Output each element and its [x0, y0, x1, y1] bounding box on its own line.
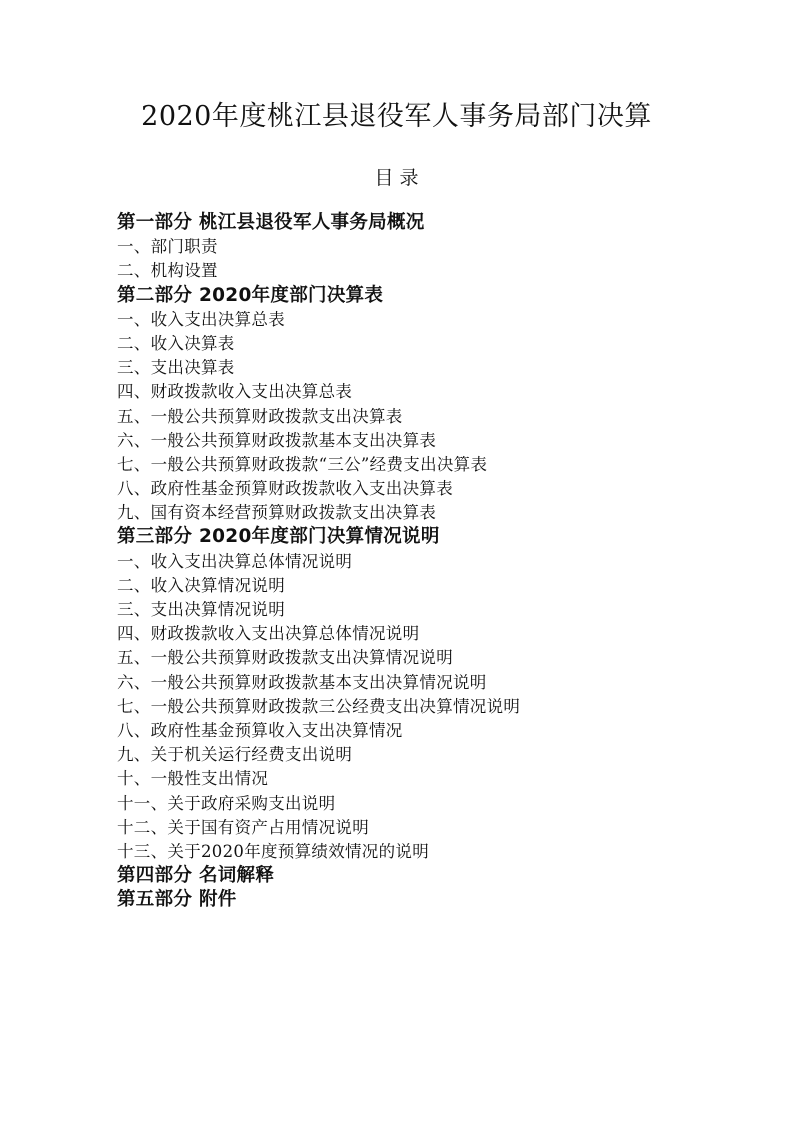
toc-item: 二、收入决算情况说明 — [117, 575, 285, 595]
toc-item: 三、支出决算情况说明 — [117, 600, 285, 619]
toc-item: 九、国有资本经营预算财政拨款支出决算表 — [117, 503, 437, 523]
toc-item: 十、一般性支出情况 — [117, 769, 269, 789]
toc-item: 四、财政拨款收入支出决算总表 — [117, 382, 353, 402]
toc-item: 三、支出决算表 — [117, 358, 235, 378]
toc-part-5-title: 第五部分 附件 — [117, 889, 237, 911]
toc-item: 五、一般公共预算财政拨款支出决算情况说明 — [117, 648, 453, 668]
toc-heading: 目 录 — [374, 167, 419, 189]
toc-part-3-title: 第三部分 2020年度部门决算情况说明 — [117, 526, 440, 548]
document-title: 2020年度桃江县退役军人事务局部门决算 — [141, 101, 652, 132]
toc-part-2-title: 第二部分 2020年度部门决算表 — [117, 284, 384, 306]
toc-item: 十二、关于国有资产占用情况说明 — [117, 817, 369, 837]
toc-item: 七、一般公共预算财政拨款“三公”经费支出决算表 — [117, 454, 488, 474]
toc-item: 一、收入支出决算总体情况说明 — [117, 551, 353, 571]
toc-item: 二、收入决算表 — [117, 333, 235, 353]
toc-item: 六、一般公共预算财政拨款基本支出决算表 — [117, 430, 437, 450]
toc-item: 十三、关于2020年度预算绩效情况的说明 — [117, 841, 429, 861]
toc-item: 一、收入支出决算总表 — [117, 309, 285, 329]
toc-item: 九、关于机关运行经费支出说明 — [117, 745, 353, 765]
toc-item: 八、政府性基金预算收入支出决算情况 — [117, 720, 403, 740]
toc-item: 十一、关于政府采购支出说明 — [117, 793, 336, 813]
toc-item: 六、一般公共预算财政拨款基本支出决算情况说明 — [117, 672, 487, 692]
table-of-contents — [117, 211, 737, 912]
toc-item: 八、政府性基金预算财政拨款收入支出决算表 — [117, 479, 453, 499]
toc-item: 四、财政拨款收入支出决算总体情况说明 — [117, 624, 420, 644]
toc-item: 七、一般公共预算财政拨款三公经费支出决算情况说明 — [117, 696, 521, 716]
toc-item: 五、一般公共预算财政拨款支出决算表 — [117, 406, 403, 426]
toc-part-1-title: 第一部分 桃江县退役军人事务局概况 — [117, 212, 425, 233]
toc-part-4-title: 第四部分 名词解释 — [117, 865, 275, 887]
toc-item: 二、机构设置 — [117, 261, 218, 281]
toc-item: 一、部门职责 — [117, 237, 218, 257]
